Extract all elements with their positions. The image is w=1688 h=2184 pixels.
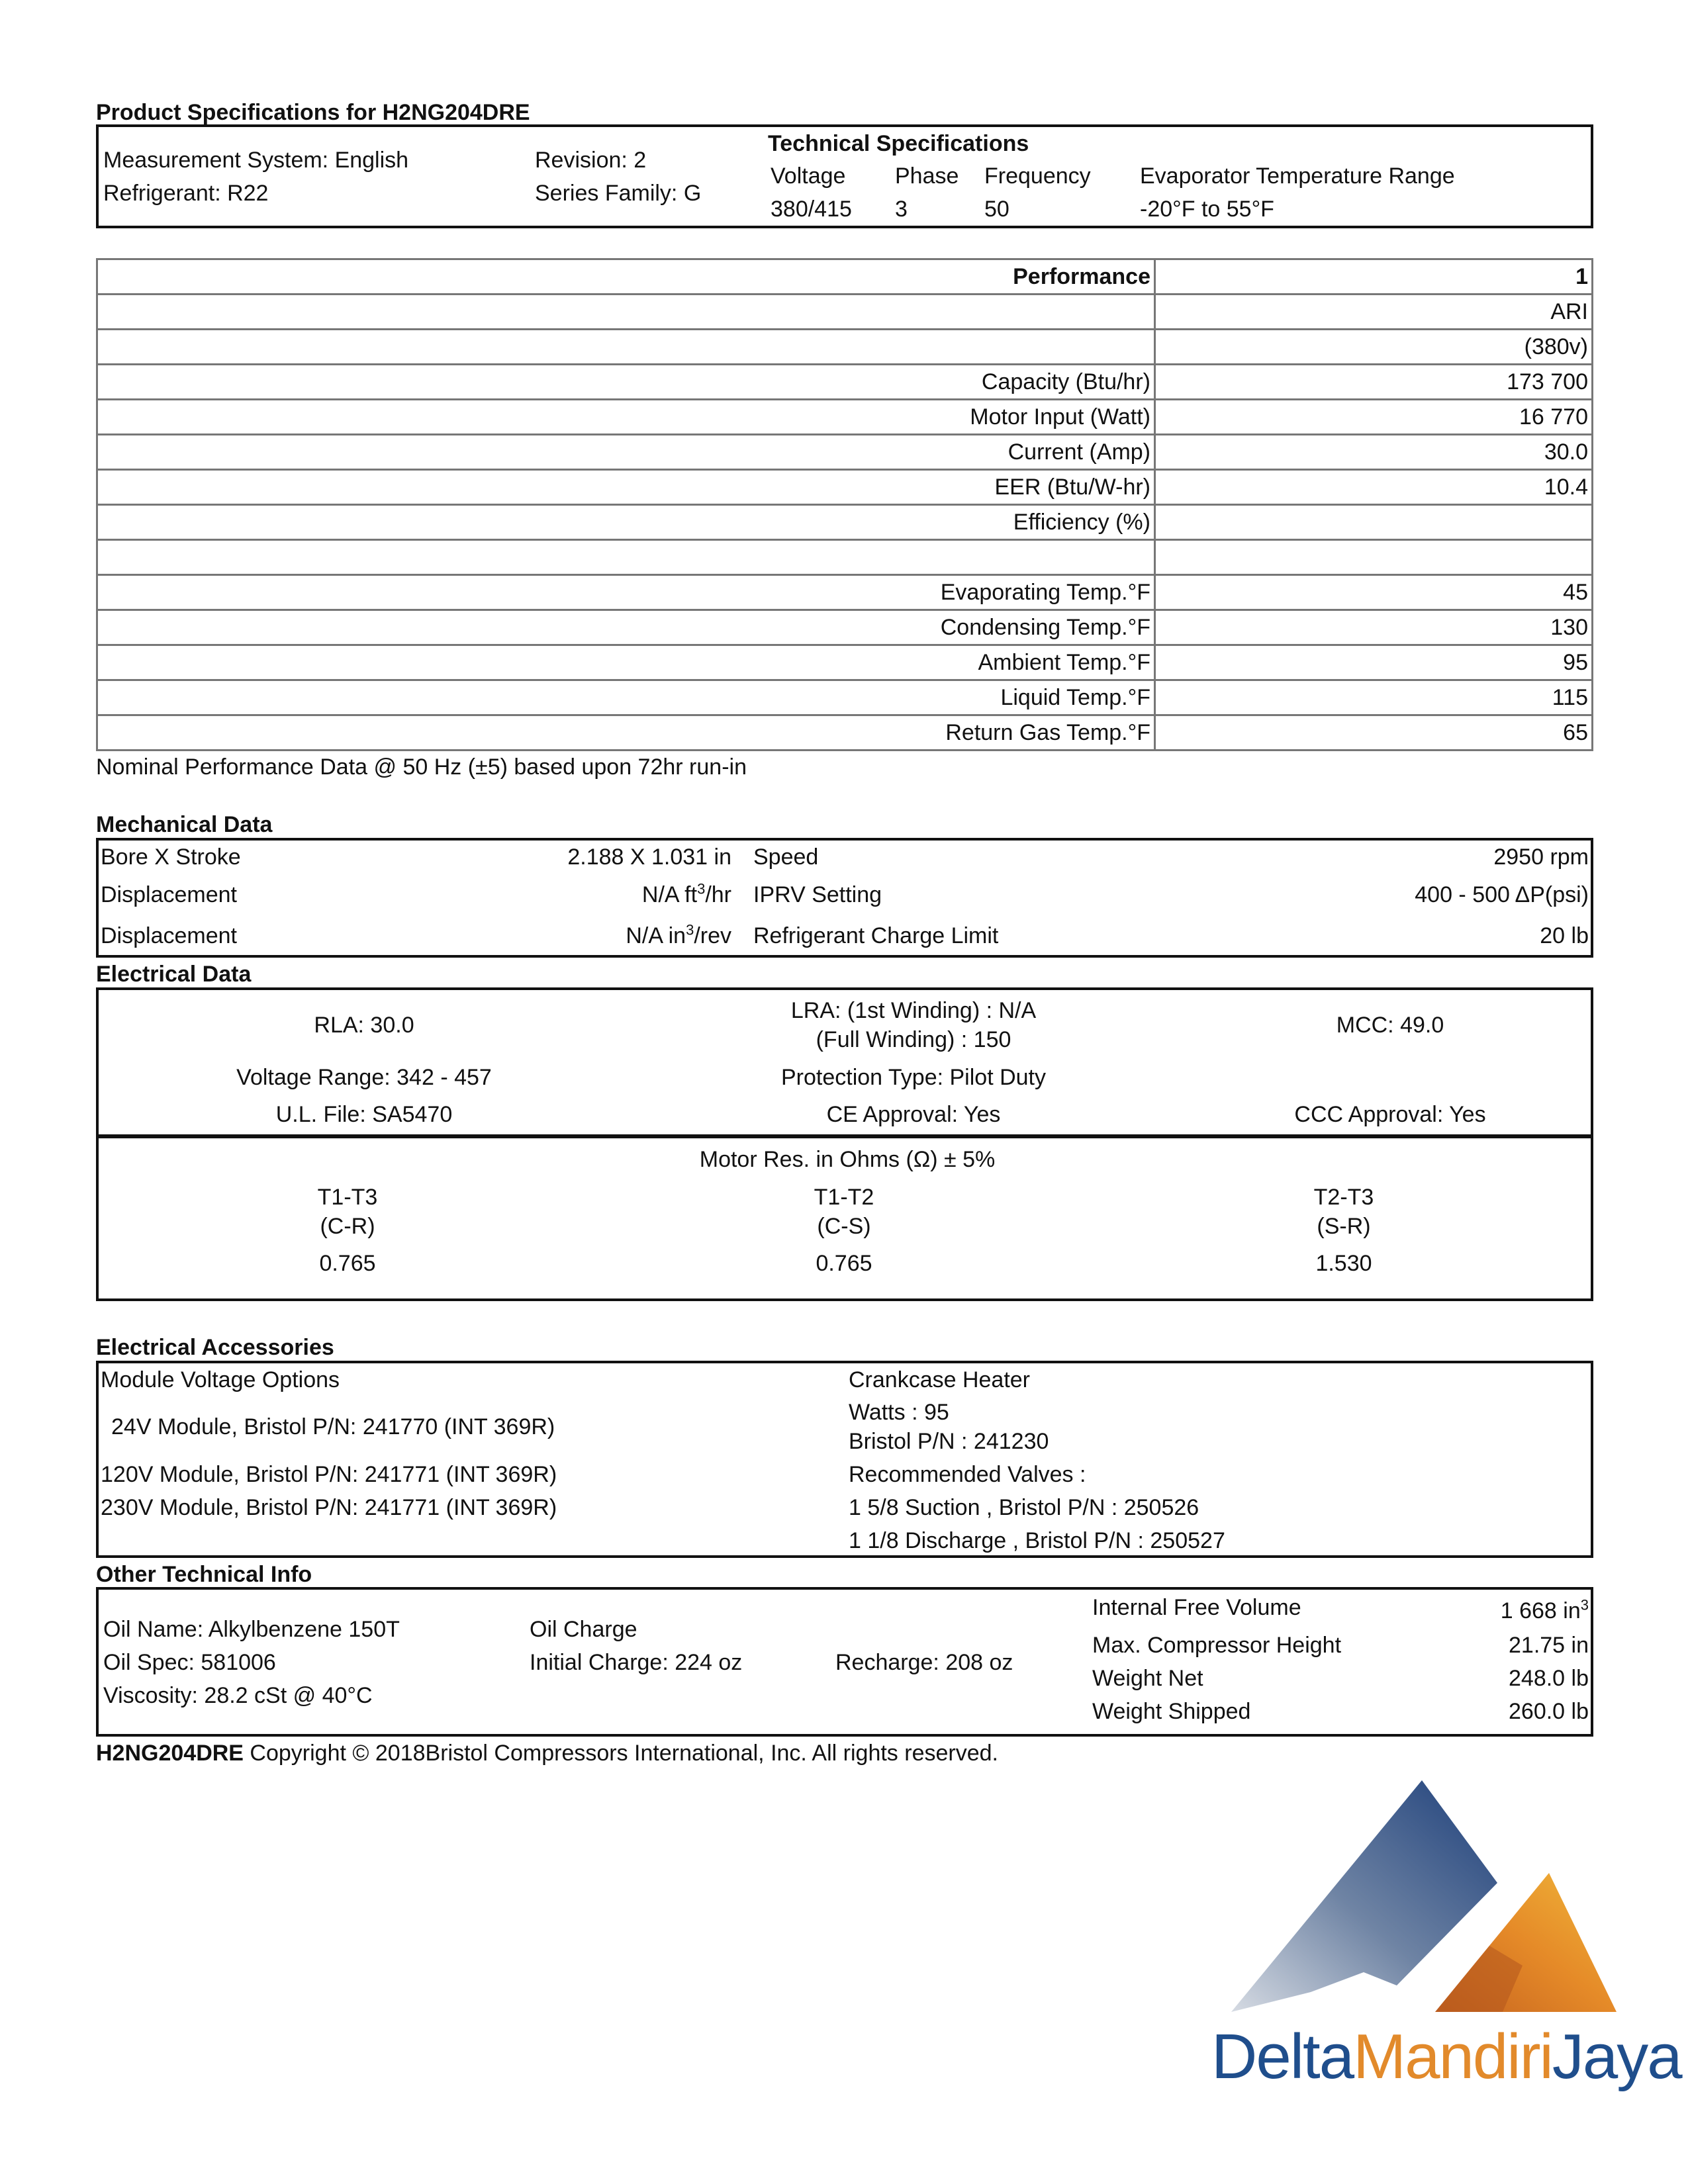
footer-model: H2NG204DRE [96, 1741, 244, 1766]
measurement-system: Measurement System: English [103, 148, 409, 173]
res-value: 1.530 [1315, 1251, 1372, 1276]
res-pair: T1-T3 [317, 1185, 378, 1210]
charge-limit-value: 20 lb [1540, 923, 1589, 948]
wordmark-jaya: Jaya [1552, 2021, 1681, 2092]
perf-value: 95 [1155, 645, 1593, 680]
accessories-title: Electrical Accessories [96, 1335, 334, 1360]
company-logo [1211, 1767, 1622, 2032]
res-value: 0.765 [816, 1251, 872, 1276]
technical-specifications-title: Technical Specifications [768, 131, 1029, 156]
perf-value: (380v) [1155, 330, 1593, 365]
voltage-label: Voltage [771, 163, 846, 189]
lra-full-winding: (Full Winding) : 150 [816, 1027, 1011, 1052]
module-230v: 230V Module, Bristol P/N: 241771 (INT 369R) [101, 1495, 557, 1520]
perf-label: Condensing Temp.°F [97, 610, 1155, 645]
table-row [97, 365, 1593, 400]
displacement-rev-label: Displacement [101, 923, 237, 948]
copyright-footer [96, 1739, 998, 1768]
phase-label: Phase [895, 163, 959, 189]
mcc: MCC: 49.0 [1336, 1013, 1444, 1038]
res-pair: T1-T2 [814, 1185, 874, 1210]
res-value: 0.765 [319, 1251, 376, 1276]
performance-table [96, 258, 1593, 751]
phase-value: 3 [895, 197, 908, 222]
max-height-value: 21.75 in [1509, 1633, 1589, 1658]
perf-value: 173 700 [1155, 365, 1593, 400]
table-row [97, 505, 1593, 540]
iprv-value: 400 - 500 ΔP(psi) [1415, 882, 1589, 907]
voltage-value: 380/415 [771, 197, 852, 222]
perf-label: Liquid Temp.°F [97, 680, 1155, 715]
ul-file: U.L. File: SA5470 [275, 1102, 453, 1127]
page-title: Product Specifications for H2NG204DRE [96, 100, 530, 125]
table-row [97, 680, 1593, 715]
max-height-label: Max. Compressor Height [1092, 1633, 1342, 1658]
charge-limit-label: Refrigerant Charge Limit [753, 923, 999, 948]
performance-note: Nominal Performance Data @ 50 Hz (±5) based upon 72hr run-in [96, 754, 747, 780]
perf-value: 30.0 [1155, 435, 1593, 470]
weight-net-value: 248.0 lb [1509, 1666, 1589, 1691]
valve-discharge: 1 1/8 Discharge , Bristol P/N : 250527 [849, 1528, 1225, 1553]
perf-label: EER (Btu/W-hr) [97, 470, 1155, 505]
motor-res-title: Motor Res. in Ohms (Ω) ± 5% [699, 1147, 996, 1172]
evap-range-label: Evaporator Temperature Range [1140, 163, 1455, 189]
perf-value: 10.4 [1155, 470, 1593, 505]
perf-value: 16 770 [1155, 400, 1593, 435]
perf-value: 45 [1155, 575, 1593, 610]
oil-spec: Oil Spec: 581006 [103, 1650, 276, 1675]
ce-approval: CE Approval: Yes [826, 1102, 1001, 1127]
revision: Revision: 2 [535, 148, 647, 173]
module-24v: 24V Module, Bristol P/N: 241770 (INT 369R) [111, 1414, 555, 1439]
perf-label: Motor Input (Watt) [97, 400, 1155, 435]
perf-value: ARI [1155, 295, 1593, 330]
res-pair: T2-T3 [1313, 1185, 1374, 1210]
bore-stroke-value: 2.188 X 1.031 in [567, 844, 731, 870]
displacement-hr-value: N/A $ft^3/hr$ [641, 880, 731, 907]
performance-header-value: 1 [1155, 259, 1593, 295]
iprv-label: IPRV Setting [753, 882, 882, 907]
perf-value: 65 [1155, 715, 1593, 751]
internal-free-volume-value: 1 668 $in^3$ [1500, 1596, 1589, 1623]
res-code: (C-S) [817, 1214, 871, 1239]
speed-label: Speed [753, 844, 819, 870]
electrical-title: Electrical Data [96, 962, 252, 987]
ccc-approval: CCC Approval: Yes [1294, 1102, 1486, 1127]
perf-label [97, 330, 1155, 365]
perf-value [1155, 540, 1593, 575]
res-code: (S-R) [1317, 1214, 1371, 1239]
perf-label: Ambient Temp.°F [97, 645, 1155, 680]
displacement-rev-value: N/A $in^3$/rev [626, 921, 731, 948]
footer-copyright: Copyright © 2018Bristol Compressors International, Inc. All rights reserved. [243, 1741, 998, 1766]
displacement-hr-label: Displacement [101, 882, 237, 907]
perf-value: 130 [1155, 610, 1593, 645]
oil-charge: Oil Charge [530, 1617, 637, 1642]
frequency-label: Frequency [984, 163, 1091, 189]
blue-mountain-shape [1231, 1780, 1497, 2012]
weight-shipped-value: 260.0 lb [1509, 1699, 1589, 1724]
module-options-title: Module Voltage Options [101, 1367, 340, 1392]
rla: RLA: 30.0 [314, 1013, 414, 1038]
table-row [97, 575, 1593, 610]
table-row [97, 715, 1593, 751]
perf-label: Evaporating Temp.°F [97, 575, 1155, 610]
protection-type: Protection Type: Pilot Duty [780, 1065, 1046, 1090]
frequency-value: 50 [984, 197, 1009, 222]
speed-value: 2950 rpm [1493, 844, 1589, 870]
heater-part-number: Bristol P/N : 241230 [849, 1429, 1049, 1454]
wordmark-mandiri: Mandiri [1353, 2021, 1552, 2092]
perf-label [97, 295, 1155, 330]
evap-range-value: -20°F to 55°F [1140, 197, 1274, 222]
table-row [97, 645, 1593, 680]
table-row [97, 295, 1593, 330]
perf-value: 115 [1155, 680, 1593, 715]
perf-label: Current (Amp) [97, 435, 1155, 470]
weight-net-label: Weight Net [1092, 1666, 1203, 1691]
internal-free-volume-label: Internal Free Volume [1092, 1595, 1301, 1620]
crankcase-heater-title: Crankcase Heater [849, 1367, 1031, 1392]
company-wordmark [1211, 2021, 1681, 2092]
module-120v: 120V Module, Bristol P/N: 241771 (INT 369R) [101, 1462, 557, 1487]
oil-name: Oil Name: Alkylbenzene 150T [103, 1617, 400, 1642]
refrigerant: Refrigerant: R22 [103, 181, 269, 206]
perf-label: Return Gas Temp.°F [97, 715, 1155, 751]
mechanical-title: Mechanical Data [96, 812, 273, 837]
wordmark-delta: Delta [1211, 2021, 1354, 2092]
performance-header-row [97, 259, 1593, 295]
valve-suction: 1 5/8 Suction , Bristol P/N : 250526 [849, 1495, 1199, 1520]
weight-shipped-label: Weight Shipped [1092, 1699, 1251, 1724]
table-row [97, 610, 1593, 645]
electrical-divider [96, 1134, 1593, 1138]
performance-header-label: Performance [97, 259, 1155, 295]
valves-title: Recommended Valves : [849, 1462, 1086, 1487]
recharge: Recharge: 208 oz [835, 1650, 1013, 1675]
table-row [97, 435, 1593, 470]
heater-watts: Watts : 95 [849, 1400, 949, 1425]
viscosity: Viscosity: 28.2 cSt @ 40°C [103, 1683, 373, 1708]
table-row [97, 330, 1593, 365]
table-row [97, 540, 1593, 575]
bore-stroke-label: Bore X Stroke [101, 844, 241, 870]
table-row [97, 470, 1593, 505]
perf-label: Efficiency (%) [97, 505, 1155, 540]
res-code: (C-R) [320, 1214, 375, 1239]
series-family: Series Family: G [535, 181, 702, 206]
initial-charge: Initial Charge: 224 oz [530, 1650, 743, 1675]
lra-first-winding: LRA: (1st Winding) : N/A [790, 998, 1037, 1023]
other-info-title: Other Technical Info [96, 1562, 312, 1587]
voltage-range: Voltage Range: 342 - 457 [236, 1065, 492, 1090]
perf-label [97, 540, 1155, 575]
perf-label: Capacity (Btu/hr) [97, 365, 1155, 400]
perf-value [1155, 505, 1593, 540]
table-row [97, 400, 1593, 435]
